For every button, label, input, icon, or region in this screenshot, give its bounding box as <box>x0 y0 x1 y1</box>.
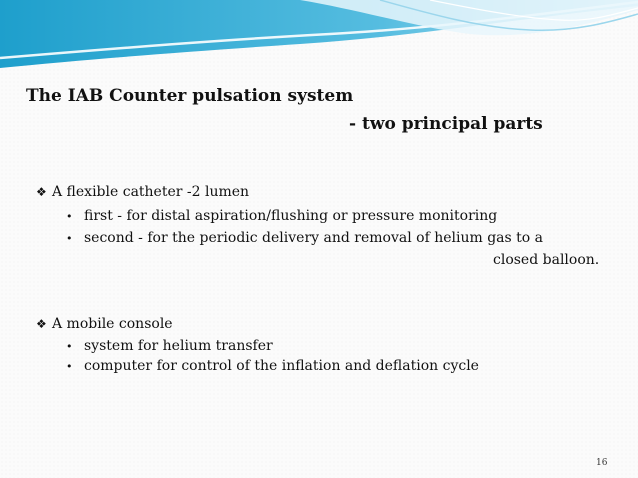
decorative-wave-banner <box>0 0 638 80</box>
list-item <box>66 338 273 354</box>
list-item <box>66 358 479 374</box>
page-number: 16 <box>596 458 608 468</box>
slide-subtitle: - two principal parts <box>349 114 543 134</box>
list-item-text: system for helium transfer <box>84 338 273 354</box>
dot-bullet-icon: • <box>66 359 73 373</box>
diamond-bullet-icon: ❖ <box>36 317 47 331</box>
slide-title: The IAB Counter pulsation system <box>26 86 354 106</box>
list-item <box>66 230 543 246</box>
section-heading: A mobile console <box>52 316 173 332</box>
dot-bullet-icon: • <box>66 209 73 223</box>
list-item-text: second - for the periodic delivery and removal of helium gas to a <box>84 230 543 246</box>
section-catheter <box>36 184 249 200</box>
diamond-bullet-icon: ❖ <box>36 185 47 199</box>
section-console <box>36 316 173 332</box>
list-item <box>66 208 497 224</box>
list-item-text: first - for distal aspiration/flushing or pressure monitoring <box>84 208 498 224</box>
dot-bullet-icon: • <box>66 339 73 353</box>
list-item-continuation: closed balloon. <box>493 252 600 268</box>
list-item-text: computer for control of the inflation and deflation cycle <box>84 358 479 374</box>
dot-bullet-icon: • <box>66 231 73 245</box>
section-heading: A flexible catheter -2 lumen <box>52 184 250 200</box>
